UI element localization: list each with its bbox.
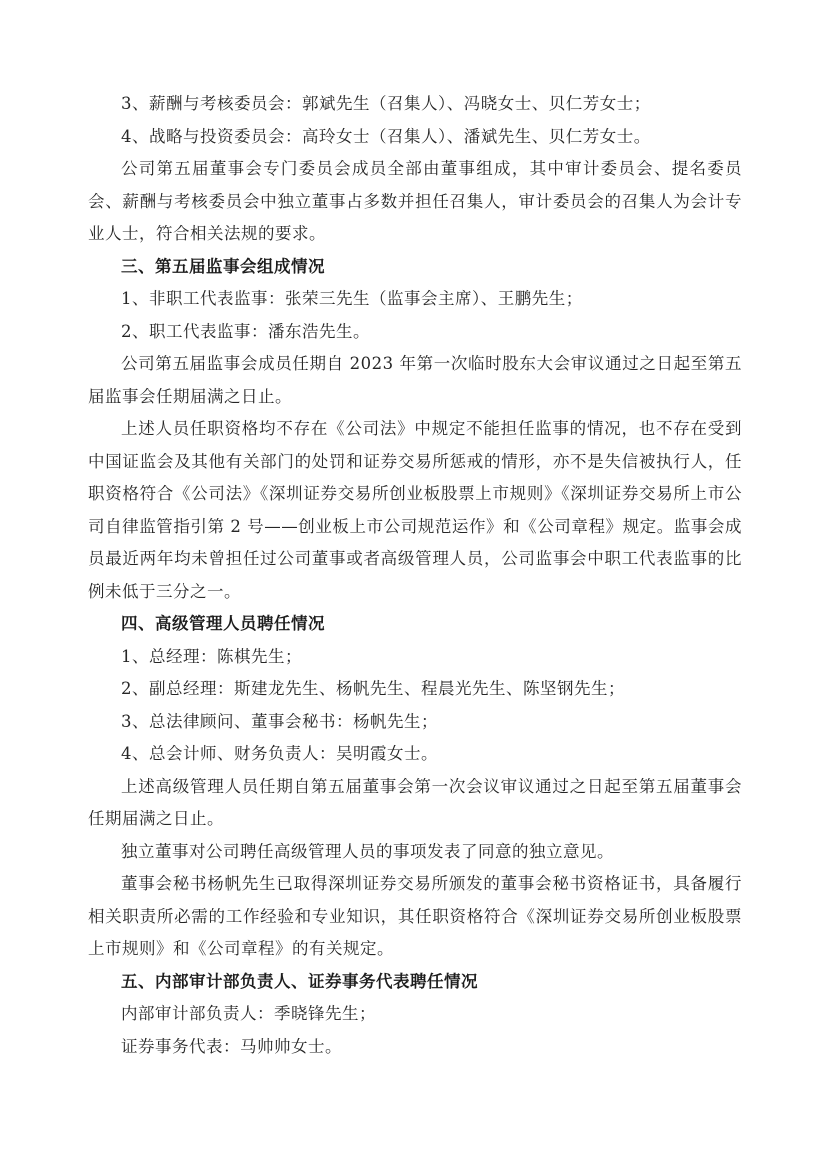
list-item-staff-supervisor: 2、职工代表监事：潘东浩先生。 <box>121 321 370 341</box>
paragraph-supervisor-qualification: 上述人员任职资格均不存在《公司法》中规定不能担任监事的情况，也不存在受到中国证监会及其他有关部门的处罚和证券交易所惩戒的情形，亦不是失信被执行人，任职资格符合《公司法》《深圳证券交易所创业板股票上市规则》《深圳证券交易所上市公司自律监管指引第 2 号——创业板上市公司规范运作》和《公司章程》规定。监事会成员最近两年均未曾担任过公司董事或者高级管理人员，公司监事会中职工代表监事的比例未低于三分之一。 <box>88 419 742 601</box>
paragraph-committee-composition-note: 公司第五届董事会专门委员会成员全部由董事组成，其中审计委员会、提名委员会、薪酬与考核委员会中独立董事占多数并担任召集人，审计委员会的召集人为会计专业人士，符合相关法规的要求。 <box>88 159 742 243</box>
paragraph-internal-audit-head: 内部审计部负责人：季晓锋先生； <box>121 1004 376 1023</box>
paragraph-supervisory-term: 公司第五届监事会成员任期自 2023 年第一次临时股东大会审议通过之日起至第五届监事会任期届满之日止。 <box>88 354 742 406</box>
list-item-non-staff-supervisors: 1、非职工代表监事：张荣三先生（监事会主席）、王鹏先生； <box>121 289 583 308</box>
list-item-remuneration-committee: 3、薪酬与考核委员会：郭斌先生（召集人）、冯晓女士、贝仁芳女士； <box>121 94 651 113</box>
heading-supervisory-board-composition: 三、第五届监事会组成情况 <box>121 256 325 276</box>
heading-internal-audit-and-securities-representative: 五、内部审计部负责人、证券事务代表聘任情况 <box>121 971 478 991</box>
paragraph-board-secretary-qualification: 董事会秘书杨帆先生已取得深圳证券交易所颁发的董事会秘书资格证书，具备履行相关职责所必需的工作经验和专业知识，其任职资格符合《深圳证券交易所创业板股票上市规则》和《公司章程》的有关规定。 <box>88 874 742 958</box>
heading-senior-management-appointment: 四、高级管理人员聘任情况 <box>121 614 325 633</box>
paragraph-senior-management-term: 上述高级管理人员任期自第五届董事会第一次会议审议通过之日起至第五届董事会任期届满之日止。 <box>88 776 742 828</box>
list-item-deputy-general-managers: 2、副总经理：斯建龙先生、杨帆先生、程晨光先生、陈坚钢先生； <box>121 679 625 698</box>
list-item-strategy-committee: 4、战略与投资委员会：高玲女士（召集人）、潘斌先生、贝仁芳女士。 <box>121 126 651 146</box>
list-item-general-manager: 1、总经理：陈棋先生； <box>121 646 302 666</box>
document-content <box>88 88 742 1063</box>
list-item-chief-accountant-cfo: 4、总会计师、财务负责人：吴明霞女士。 <box>121 744 438 763</box>
list-item-chief-legal-counsel-board-secretary: 3、总法律顾问、董事会秘书：杨帆先生； <box>121 711 438 731</box>
paragraph-securities-affairs-representative: 证券事务代表：马帅帅女士。 <box>121 1036 342 1056</box>
paragraph-independent-directors-opinion: 独立董事对公司聘任高级管理人员的事项发表了同意的独立意见。 <box>121 841 614 861</box>
